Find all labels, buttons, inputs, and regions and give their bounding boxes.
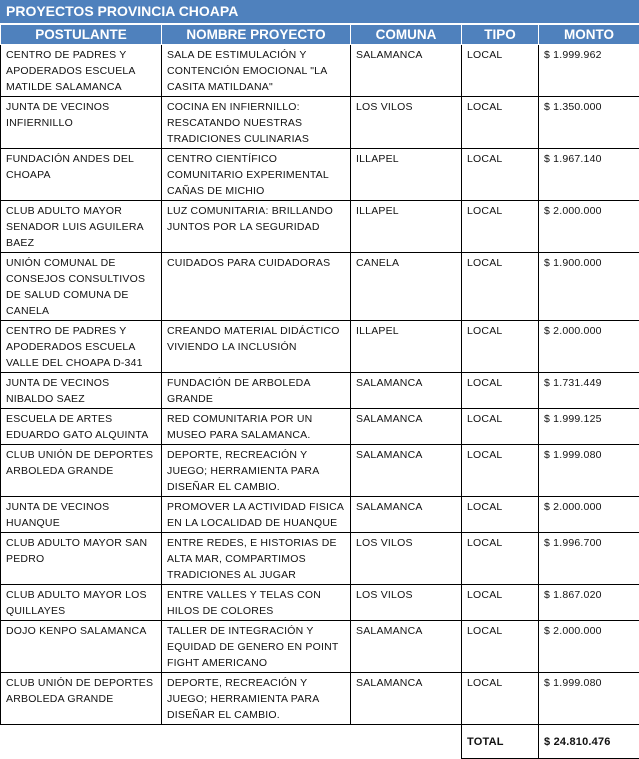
cell-proyecto: ENTRE REDES, E HISTORIAS DE ALTA MAR, COMPARTIMOS TRADICIONES AL JUGAR <box>162 533 351 585</box>
table-row <box>1 497 639 533</box>
cell-comuna: CANELA <box>351 253 462 321</box>
cell-proyecto: PROMOVER LA ACTIVIDAD FISICA EN LA LOCALIDAD DE HUANQUE <box>162 497 351 533</box>
total-label: TOTAL <box>462 725 539 759</box>
cell-postulante: CLUB ADULTO MAYOR LOS QUILLAYES <box>1 585 162 621</box>
table-row <box>1 585 639 621</box>
cell-tipo: LOCAL <box>462 497 539 533</box>
cell-proyecto: DEPORTE, RECREACIÓN Y JUEGO; HERRAMIENTA PARA DISEÑAR EL CAMBIO. <box>162 673 351 725</box>
cell-monto: $ 1.867.020 <box>539 585 639 621</box>
cell-comuna: SALAMANCA <box>351 373 462 409</box>
cell-proyecto: CUIDADOS PARA CUIDADORAS <box>162 253 351 321</box>
header-comuna: COMUNA <box>351 25 462 45</box>
table-row <box>1 45 639 97</box>
cell-monto: $ 2.000.000 <box>539 497 639 533</box>
cell-comuna: SALAMANCA <box>351 45 462 97</box>
cell-postulante: CLUB UNIÓN DE DEPORTES ARBOLEDA GRANDE <box>1 673 162 725</box>
cell-comuna: SALAMANCA <box>351 445 462 497</box>
empty-cell <box>162 725 351 759</box>
cell-monto: $ 1.900.000 <box>539 253 639 321</box>
cell-monto: $ 1.999.125 <box>539 409 639 445</box>
header-nombre-proyecto: NOMBRE PROYECTO <box>162 25 351 45</box>
cell-tipo: LOCAL <box>462 253 539 321</box>
header-postulante: POSTULANTE <box>1 25 162 45</box>
cell-comuna: LOS VILOS <box>351 533 462 585</box>
cell-monto: $ 1.999.080 <box>539 445 639 497</box>
table-row <box>1 149 639 201</box>
empty-cell <box>351 725 462 759</box>
cell-proyecto: FUNDACIÓN DE ARBOLEDA GRANDE <box>162 373 351 409</box>
header-monto: MONTO <box>539 25 639 45</box>
table-row <box>1 445 639 497</box>
table-row <box>1 373 639 409</box>
cell-monto: $ 1.999.080 <box>539 673 639 725</box>
cell-comuna: LOS VILOS <box>351 585 462 621</box>
table-row <box>1 253 639 321</box>
cell-postulante: CENTRO DE PADRES Y APODERADOS ESCUELA MATILDE SALAMANCA <box>1 45 162 97</box>
cell-monto: $ 2.000.000 <box>539 321 639 373</box>
total-row <box>1 725 639 759</box>
cell-postulante: UNIÓN COMUNAL DE CONSEJOS CONSULTIVOS DE SALUD COMUNA DE CANELA <box>1 253 162 321</box>
cell-postulante: JUNTA DE VECINOS INFIERNILLO <box>1 97 162 149</box>
cell-monto: $ 1.996.700 <box>539 533 639 585</box>
cell-comuna: ILLAPEL <box>351 149 462 201</box>
cell-monto: $ 2.000.000 <box>539 201 639 253</box>
cell-monto: $ 1.967.140 <box>539 149 639 201</box>
cell-proyecto: CENTRO CIENTÍFICO COMUNITARIO EXPERIMENTAL CAÑAS DE MICHIO <box>162 149 351 201</box>
cell-tipo: LOCAL <box>462 201 539 253</box>
cell-tipo: LOCAL <box>462 373 539 409</box>
cell-proyecto: ENTRE VALLES Y TELAS CON HILOS DE COLORES <box>162 585 351 621</box>
cell-tipo: LOCAL <box>462 409 539 445</box>
table-row <box>1 97 639 149</box>
empty-cell <box>1 725 162 759</box>
cell-postulante: JUNTA DE VECINOS NIBALDO SAEZ <box>1 373 162 409</box>
cell-postulante: CLUB UNIÓN DE DEPORTES ARBOLEDA GRANDE <box>1 445 162 497</box>
cell-tipo: LOCAL <box>462 445 539 497</box>
cell-comuna: SALAMANCA <box>351 409 462 445</box>
cell-tipo: LOCAL <box>462 149 539 201</box>
cell-tipo: LOCAL <box>462 585 539 621</box>
cell-proyecto: RED COMUNITARIA POR UN MUSEO PARA SALAMANCA. <box>162 409 351 445</box>
cell-proyecto: COCINA EN INFIERNILLO: RESCATANDO NUESTRAS TRADICIONES CULINARIAS <box>162 97 351 149</box>
cell-comuna: SALAMANCA <box>351 621 462 673</box>
cell-postulante: CLUB ADULTO MAYOR SENADOR LUIS AGUILERA BAEZ <box>1 201 162 253</box>
cell-postulante: CLUB ADULTO MAYOR SAN PEDRO <box>1 533 162 585</box>
cell-comuna: ILLAPEL <box>351 201 462 253</box>
cell-comuna: SALAMANCA <box>351 497 462 533</box>
cell-tipo: LOCAL <box>462 533 539 585</box>
cell-monto: $ 1.999.962 <box>539 45 639 97</box>
projects-table <box>0 24 639 759</box>
cell-postulante: CENTRO DE PADRES Y APODERADOS ESCUELA VALLE DEL CHOAPA D-341 <box>1 321 162 373</box>
cell-comuna: LOS VILOS <box>351 97 462 149</box>
cell-monto: $ 1.731.449 <box>539 373 639 409</box>
cell-postulante: ESCUELA DE ARTES EDUARDO GATO ALQUINTA <box>1 409 162 445</box>
table-row <box>1 673 639 725</box>
cell-tipo: LOCAL <box>462 97 539 149</box>
cell-proyecto: SALA DE ESTIMULACIÓN Y CONTENCIÓN EMOCIONAL "LA CASITA MATILDANA" <box>162 45 351 97</box>
cell-postulante: JUNTA DE VECINOS HUANQUE <box>1 497 162 533</box>
cell-tipo: LOCAL <box>462 621 539 673</box>
cell-monto: $ 2.000.000 <box>539 621 639 673</box>
table-row <box>1 533 639 585</box>
cell-proyecto: CREANDO MATERIAL DIDÁCTICO VIVIENDO LA INCLUSIÓN <box>162 321 351 373</box>
header-row <box>1 25 639 45</box>
table-row <box>1 621 639 673</box>
cell-tipo: LOCAL <box>462 673 539 725</box>
cell-postulante: DOJO KENPO SALAMANCA <box>1 621 162 673</box>
table-row <box>1 409 639 445</box>
cell-tipo: LOCAL <box>462 45 539 97</box>
table-title: PROYECTOS PROVINCIA CHOAPA <box>0 0 639 23</box>
cell-tipo: LOCAL <box>462 321 539 373</box>
cell-monto: $ 1.350.000 <box>539 97 639 149</box>
cell-comuna: SALAMANCA <box>351 673 462 725</box>
total-value: $ 24.810.476 <box>539 725 639 759</box>
cell-postulante: FUNDACIÓN ANDES DEL CHOAPA <box>1 149 162 201</box>
cell-proyecto: LUZ COMUNITARIA: BRILLANDO JUNTOS POR LA SEGURIDAD <box>162 201 351 253</box>
table-row <box>1 201 639 253</box>
cell-proyecto: TALLER DE INTEGRACIÓN Y EQUIDAD DE GENERO EN POINT FIGHT AMERICANO <box>162 621 351 673</box>
cell-proyecto: DEPORTE, RECREACIÓN Y JUEGO; HERRAMIENTA PARA DISEÑAR EL CAMBIO. <box>162 445 351 497</box>
table-row <box>1 321 639 373</box>
cell-comuna: ILLAPEL <box>351 321 462 373</box>
header-tipo: TIPO <box>462 25 539 45</box>
